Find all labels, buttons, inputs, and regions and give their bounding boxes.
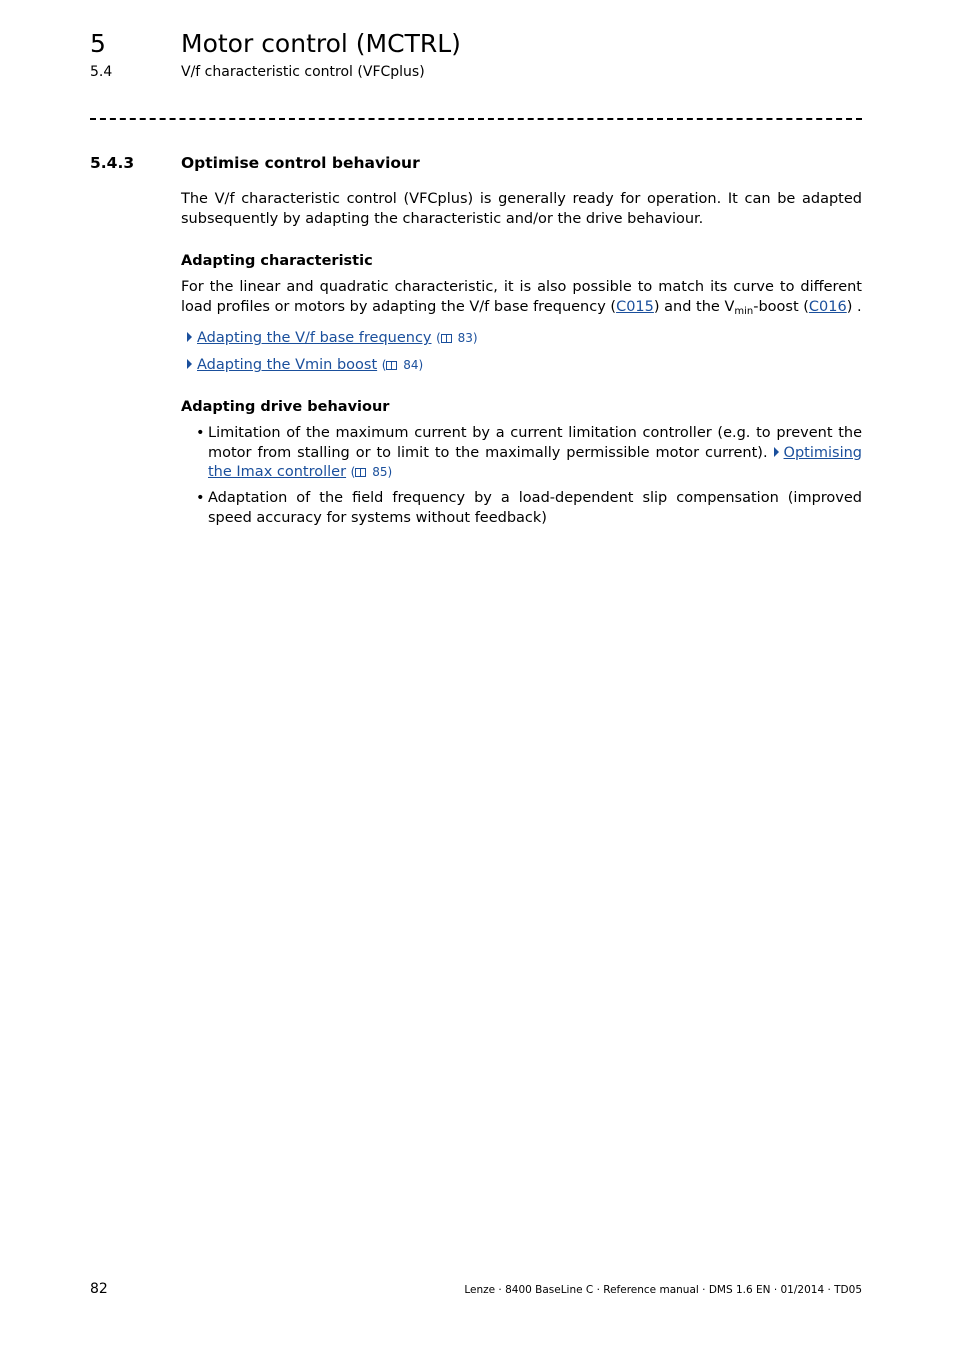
arrow-right-icon — [187, 359, 192, 369]
char-text-4: ) . — [846, 298, 862, 315]
book-icon — [441, 334, 452, 343]
arrow-right-icon — [774, 447, 779, 457]
header-divider — [90, 118, 862, 120]
char-text-3: -boost ( — [753, 298, 809, 315]
arrow-right-icon — [187, 332, 192, 342]
link-line-vf-base — [187, 328, 478, 348]
bullet-item-imax — [208, 424, 862, 483]
bullet-marker: • — [196, 490, 205, 506]
page-ref[interactable]: ( 85) — [350, 465, 393, 479]
heading-adapting-characteristic: Adapting characteristic — [181, 253, 373, 269]
bullet1-text: Limitation of the maximum current by a current limitation controller (e.g. to prevent the motor from stalling or to limit to the maximally permissible motor current). — [208, 425, 862, 461]
characteristic-paragraph — [181, 278, 862, 317]
char-text-1: For the linear and quadratic characteristic, it is also possible to match its curve to different load profiles or motors by adapting the V/f base frequency ( — [181, 279, 862, 315]
c015-link[interactable]: C015 — [616, 298, 654, 315]
link-line-vmin-boost — [187, 355, 423, 375]
book-icon — [355, 468, 366, 477]
section-number: 5.4 — [90, 64, 113, 80]
bullet-item-slip: Adaptation of the field frequency by a load-dependent slip compensation (improved speed accuracy for systems without feedback) — [208, 490, 862, 526]
footer-reference: Lenze · 8400 BaseLine C · Reference manual · DMS 1.6 EN · 01/2014 · TD05 — [464, 1284, 862, 1296]
subsection-title: Optimise control behaviour — [181, 154, 420, 172]
vf-base-frequency-link[interactable]: Adapting the V/f base frequency — [197, 330, 432, 346]
vmin-boost-link[interactable]: Adapting the Vmin boost — [197, 357, 378, 373]
min-subscript: min — [734, 305, 754, 317]
bullet-marker: • — [196, 425, 205, 441]
page-number: 82 — [90, 1281, 108, 1297]
c016-link[interactable]: C016 — [808, 298, 847, 315]
page-ref[interactable]: ( 84) — [381, 358, 424, 372]
page-ref[interactable]: ( 83) — [436, 331, 478, 345]
char-text-2: ) and the V — [653, 298, 735, 315]
chapter-title: Motor control (MCTRL) — [181, 29, 461, 58]
heading-adapting-drive: Adapting drive behaviour — [181, 399, 390, 415]
section-title: V/f characteristic control (VFCplus) — [181, 64, 425, 80]
book-icon — [386, 361, 397, 370]
intro-paragraph: The V/f characteristic control (VFCplus) is generally ready for operation. It can be adapted subsequently by adapting the characteristic and/or the drive behaviour. — [181, 191, 862, 227]
subsection-number: 5.4.3 — [90, 154, 135, 172]
imax-controller-link[interactable]: Optimising the Imax controller — [208, 444, 862, 480]
chapter-number: 5 — [90, 29, 106, 58]
